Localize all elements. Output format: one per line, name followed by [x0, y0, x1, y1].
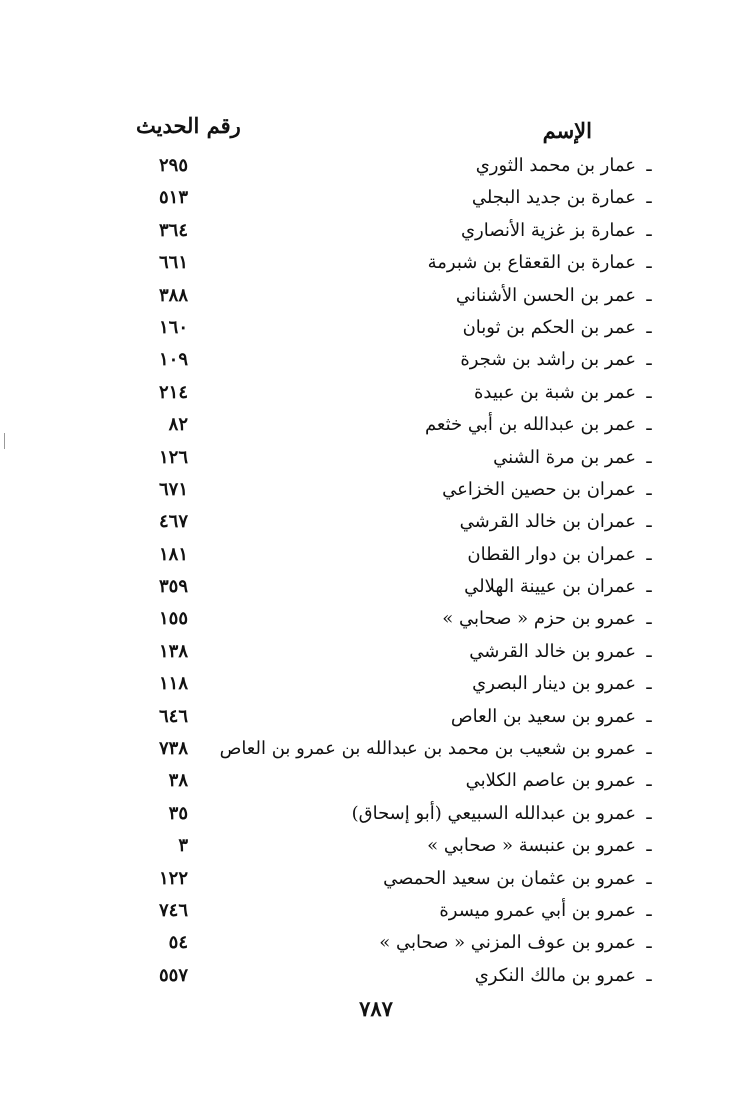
hadith-number: ٢١٤ — [158, 381, 188, 403]
list-item — [0, 863, 752, 895]
narrator-name-text: عمرو بن عثمان بن سعيد الحمصي — [383, 867, 636, 889]
list-dash: ـ — [646, 478, 652, 500]
list-item — [0, 344, 752, 376]
narrator-name-text: عمر بن شبة بن عبيدة — [473, 381, 636, 403]
list-dash: ـ — [646, 835, 652, 857]
narrator-name — [439, 897, 662, 925]
narrator-name-text: عمرو بن عنبسة « صحابي » — [427, 835, 636, 857]
narrator-name — [456, 282, 662, 310]
narrator-name-text: عمار بن محمد الثوري — [475, 155, 636, 176]
list-item — [0, 215, 752, 247]
list-item — [0, 182, 752, 214]
list-item — [0, 960, 752, 992]
narrator-name-text: عمرو بن سعيد بن العاص — [450, 705, 636, 727]
narrator-name-text: عمرو بن عبدالله السبيعي (أبو إسحاق) — [351, 802, 636, 824]
hadith-number-column-header: رقم الحديث — [136, 113, 241, 138]
narrator-name — [428, 249, 662, 277]
hadith-number: ١٢٢ — [158, 867, 188, 889]
hadith-number: ١٠٩ — [158, 349, 188, 371]
narrator-name-text: عمران بن خالد القرشي — [459, 511, 636, 533]
list-dash: ـ — [646, 705, 652, 727]
list-dash: ـ — [646, 770, 652, 792]
list-dash: ـ — [646, 964, 652, 986]
list-item — [0, 927, 752, 959]
hadith-number: ٥٤ — [168, 932, 188, 954]
index-list — [0, 150, 752, 992]
narrator-name — [220, 735, 662, 763]
list-item — [0, 830, 752, 862]
hadith-number: ١٦٠ — [158, 316, 188, 338]
list-dash: ـ — [646, 381, 652, 403]
narrator-name — [476, 152, 662, 180]
narrator-name-text: عمارة بن جديد البجلي — [471, 187, 636, 209]
list-dash: ـ — [646, 867, 652, 889]
narrator-name-text: عمران بن دوار القطان — [467, 543, 636, 565]
narrator-name — [352, 800, 662, 828]
scan-edge-mark — [4, 433, 5, 449]
hadith-number: ٣٥٩ — [158, 576, 188, 598]
narrator-name-text: عمر بن الحكم بن ثوبان — [462, 316, 636, 338]
list-item — [0, 247, 752, 279]
narrator-name — [427, 832, 662, 860]
list-item — [0, 474, 752, 506]
list-item — [0, 765, 752, 797]
narrator-name-text: عمرو بن مالك النكري — [474, 964, 636, 986]
narrator-name — [463, 314, 662, 342]
narrator-name-text: عمر بن راشد بن شجرة — [460, 349, 636, 371]
narrator-name-text: عمرو بن أبي عمرو ميسرة — [439, 899, 636, 921]
narrator-name — [442, 605, 662, 633]
hadith-number: ١٢٦ — [158, 446, 188, 468]
narrator-name — [474, 379, 662, 407]
hadith-number: ٦٦١ — [158, 252, 188, 274]
hadith-number: ٣٥ — [168, 802, 188, 824]
narrator-name-text: عمران بن حصين الخزاعي — [442, 478, 636, 500]
list-item — [0, 312, 752, 344]
list-item — [0, 571, 752, 603]
list-item — [0, 377, 752, 409]
narrator-name — [472, 670, 662, 698]
list-item — [0, 280, 752, 312]
list-dash: ـ — [646, 155, 652, 176]
list-dash: ـ — [646, 284, 652, 306]
list-item — [0, 409, 752, 441]
narrator-name — [475, 962, 662, 990]
list-item — [0, 733, 752, 765]
narrator-name — [460, 346, 662, 374]
page-number: ٧٨٧ — [359, 996, 393, 1021]
name-column-header: الإسم — [542, 118, 592, 143]
list-dash: ـ — [646, 316, 652, 338]
narrator-name-text: عمرو بن عاصم الكلابي — [465, 770, 636, 792]
hadith-number: ٥١٣ — [158, 187, 188, 209]
hadith-number: ١٣٨ — [158, 640, 188, 662]
narrator-name-text: عمر بن مرة الشني — [493, 446, 636, 468]
narrator-name — [467, 541, 662, 569]
list-dash: ـ — [646, 899, 652, 921]
narrator-name-text: عمارة بن القعقاع بن شبرمة — [427, 252, 636, 274]
hadith-number: ٦٧١ — [158, 478, 188, 500]
narrator-name — [469, 638, 662, 666]
list-dash: ـ — [646, 543, 652, 565]
list-dash: ـ — [646, 414, 652, 436]
hadith-number: ٦٤٦ — [158, 705, 188, 727]
narrator-name — [466, 767, 662, 795]
narrator-name-text: عمرو بن حزم « صحابي » — [442, 608, 636, 630]
list-dash: ـ — [646, 576, 652, 598]
narrator-name-text: عمرو بن عوف المزني « صحابي » — [379, 932, 636, 954]
narrator-name-text: عمرو بن خالد القرشي — [469, 640, 636, 662]
narrator-name — [493, 444, 662, 472]
list-item — [0, 506, 752, 538]
narrator-name — [461, 217, 662, 245]
hadith-number: ٣٨ — [168, 770, 188, 792]
list-item — [0, 603, 752, 635]
narrator-name-text: عمارة بز غزية الأنصاري — [460, 219, 636, 241]
hadith-number: ٥٥٧ — [158, 964, 188, 986]
hadith-number: ٣٨٨ — [158, 284, 188, 306]
list-item — [0, 668, 752, 700]
hadith-number: ١٥٥ — [158, 608, 188, 630]
narrator-name — [472, 184, 662, 212]
hadith-number: ٧٣٨ — [158, 738, 188, 760]
list-dash: ـ — [646, 511, 652, 533]
hadith-number: ١٨١ — [158, 543, 188, 565]
narrator-name — [464, 573, 662, 601]
list-item — [0, 539, 752, 571]
list-item — [0, 895, 752, 927]
hadith-number: ٢٩٥ — [158, 155, 188, 176]
narrator-name — [442, 476, 662, 504]
narrator-name-text: عمران بن عيينة الهلالي — [464, 576, 636, 598]
list-dash: ـ — [646, 252, 652, 274]
list-dash: ـ — [646, 738, 652, 760]
list-dash: ـ — [646, 608, 652, 630]
list-item — [0, 701, 752, 733]
narrator-name-text: عمرو بن شعيب بن محمد بن عبدالله بن عمرو بن العاص — [219, 738, 636, 760]
hadith-number: ١١٨ — [158, 673, 188, 695]
list-dash: ـ — [646, 932, 652, 954]
hadith-number: ٧٤٦ — [158, 899, 188, 921]
list-dash: ـ — [646, 673, 652, 695]
hadith-number: ٣٦٤ — [158, 219, 188, 241]
narrator-name — [383, 865, 662, 893]
narrator-name — [451, 703, 662, 731]
list-item — [0, 150, 752, 182]
narrator-name-text: عمر بن عبدالله بن أبي خثعم — [424, 414, 636, 436]
list-dash: ـ — [646, 802, 652, 824]
hadith-number: ٤٦٧ — [158, 511, 188, 533]
list-dash: ـ — [646, 219, 652, 241]
narrator-name — [460, 508, 662, 536]
hadith-number: ٣ — [178, 835, 188, 857]
narrator-name — [379, 929, 662, 957]
narrator-name — [425, 411, 662, 439]
narrator-name-text: عمر بن الحسن الأشناني — [455, 284, 636, 306]
narrator-name-text: عمرو بن دينار البصري — [472, 673, 636, 695]
hadith-number: ٨٢ — [168, 414, 188, 436]
list-item — [0, 636, 752, 668]
list-dash: ـ — [646, 187, 652, 209]
list-item — [0, 798, 752, 830]
list-dash: ـ — [646, 446, 652, 468]
list-dash: ـ — [646, 640, 652, 662]
list-dash: ـ — [646, 349, 652, 371]
list-item — [0, 442, 752, 474]
